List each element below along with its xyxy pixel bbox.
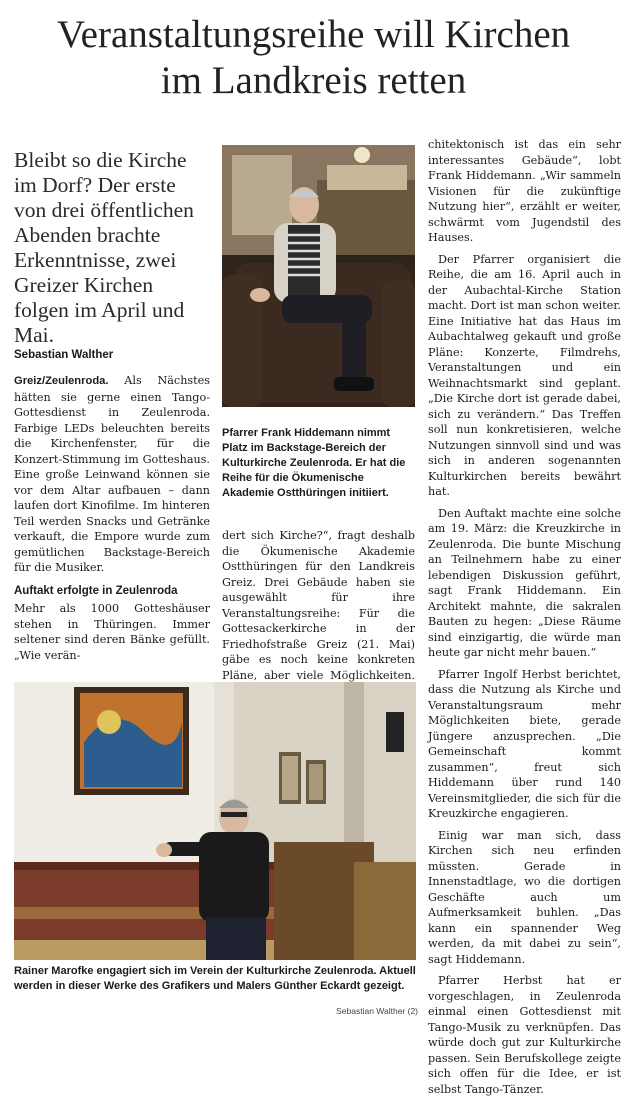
column-1-paragraph-1: Greiz/Zeulenroda. Als Nächstes hätten sie gerne einen Tango-Gottesdienst in Zeulenroda. Farbige LEDs beleuchten bereits die Kirchenfenster, für die Konzert-Stimmung im Gotteshaus. Eine große Leinwand können sie vor dem Altar aufbauen – dann laufen dort Kinofilme. Im hinteren Teil werden Snacks und Getränke verkauft, die Empore wurde zum gemütlichen Backstage-Bereich für die Musiker. [14, 374, 210, 574]
article-headline [6, 12, 621, 104]
photo-hiddemann [222, 145, 415, 407]
column-3-paragraph-6: Pfarrer Herbst hat er vorgeschlagen, in Zeulenroda einmal einen Gottesdienst mit Tango-Musik zu verknüpfen. Das würde doch gut zur Kulturkirche passen. Sein Berufskollege zeigte sich offen für die Idee, er ist selbst Tango-Tänzer. [428, 974, 621, 1096]
column-3-paragraph-4: Pfarrer Ingolf Herbst berichtet, dass die Nutzung als Kirche und Veranstaltungsraum mehr Möglichkeiten biete, gerade Jüngere anzusprechen. „Die Gemeinschaft kommt zusammen“, freut sich Hiddemann über rund 140 Vereinsmitglieder, die sich für die Kreuzkirche engagieren. [428, 667, 621, 820]
photo-marofke-image [14, 682, 416, 960]
column-3-paragraph-1: chitektonisch ist das ein sehr interessantes Gebäude“, lobt Frank Hiddemann. „Wir sammeln Visionen für die zukünftige Nutzung hier“, erzählt er weiter, schwärmt vom Jugendstil des Hauses. [428, 138, 621, 244]
headline-line-2: im Landkreis retten [160, 59, 467, 102]
column-2-paragraph-1: dert sich Kirche?“, fragt deshalb die Ökumenische Akademie Ostthüringen für den Landkreis Greiz. Drei Gebäude haben sie ausgewählt für ihre Veranstaltungsreihe: Für die Gottesackerkirche in der Friedhofstraße Greiz (21. Mai) gäbe es noch keine konkreten Pläne, aber viele Möglichkeiten. [222, 529, 415, 682]
article-column-3 [428, 137, 621, 1103]
column-1-paragraph-2: Mehr als 1000 Gotteshäuser stehen in Thüringen. Immer seltener sind deren Bänke gefüllt. „Wie verän- [14, 602, 210, 662]
article-column-2 [222, 528, 415, 705]
column-3-paragraph-2: Der Pfarrer organisiert die Reihe, die am 16. April auch in der Aubachtal-Kirche Station macht. Dort ist man schon weiter. Eine Initiative hat das Haus im Aubachtalweg gekauft und große Pläne: Konzerte, Filmdrehs, Veranstaltungen und ein Weihnachtsmarkt sind geplant. „Die Kirche dort ist gerade dabei, sich zu verändern.“ Das Treffen soll nun konkretisieren, welche Nutzungen sinnvoll sind und was sich in anderen sogenannten Kulturkirchen bereits bewährt hat. [428, 252, 621, 498]
headline-line-1: Veranstaltungsreihe will Kirchen [56, 13, 571, 56]
photo-hiddemann-caption: Pfarrer Frank Hiddemann nimmt Platz im Backstage-Bereich der Kulturkirche Zeulenroda. Er hat die Reihe für die Ökumenische Akademie Ostthüringen initiiert. [222, 427, 406, 499]
photo-credit: Sebastian Walther (2) [336, 1006, 418, 1016]
article-lead: Bleibt so die Kirche im Dorf? Der erste von drei öffentlichen Abenden brachte Erkenntnisse, zwei Greizer Kirchen folgen im April und Mai. [14, 148, 194, 347]
photo-marofke-caption: Rainer Marofke engagiert sich im Verein der Kulturkirche Zeulenroda. Aktuell werden in dieser Werke des Grafikers und Malers Günther Eckardt gezeigt. [14, 965, 416, 992]
column-3-paragraph-5: Einig war man sich, dass Kirchen sich neu erfinden müssten. Gerade in Innenstadtlage, wo die dortigen Geschäfte auch um Aufmerksamkeit buhlen. „Das kann ein spannender Weg werden, da mit dabei zu sein“, sagt Hiddemann. [428, 828, 621, 966]
column-3-paragraph-3: Den Auftakt machte eine solche am 19. März: die Kreuzkirche in Zeulenroda. Die bunte Mischung an Teilnehmern habe zu einer lebendigen Diskussion geführt, sagt Frank Hiddemann. Ein Architekt mahnte, die sakralen Bauten zu hegen: „Diese Räume sind einzigartig, die würde man heute gar nicht mehr bauen.“ [428, 506, 621, 659]
article-author: Sebastian Walther [14, 349, 114, 361]
dateline: Greiz/Zeulenroda. [14, 375, 109, 387]
photo-marofke [14, 682, 416, 960]
section-subhead: Auftakt erfolgte in Zeulenroda [14, 584, 178, 597]
photo-hiddemann-image [222, 145, 415, 407]
article-column-1 [14, 373, 210, 669]
